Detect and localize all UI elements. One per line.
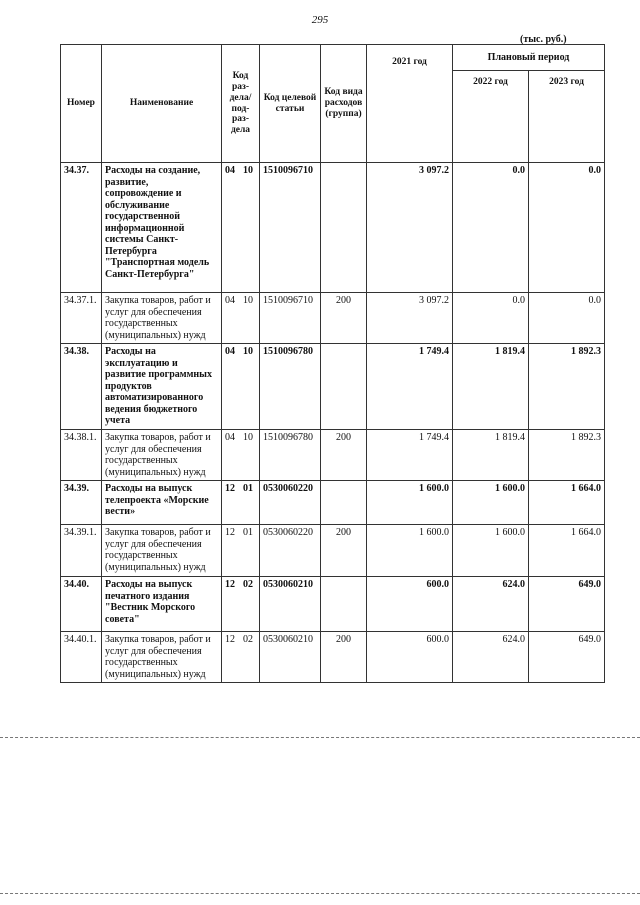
row-value-2022: 1 819.4: [453, 430, 529, 481]
table-row: [61, 430, 605, 481]
header-name: Наименование: [102, 45, 222, 163]
row-subsection: 10: [243, 295, 253, 306]
table-row: [61, 577, 605, 632]
header-planned-period: Плановый период: [453, 45, 605, 71]
header-year-2023: 2023 год: [529, 71, 605, 163]
row-value-2021: 3 097.2: [367, 293, 453, 344]
row-section-code: [222, 293, 260, 344]
row-name: Расходы на выпуск телепроекта «Морские вести»: [102, 481, 222, 525]
row-target-code: 0530060210: [260, 632, 321, 683]
row-value-2022: 0.0: [453, 293, 529, 344]
row-value-2022: 624.0: [453, 577, 529, 632]
row-value-2021: 1 749.4: [367, 344, 453, 430]
row-expense-type: 200: [321, 525, 367, 577]
row-number: 34.37.: [61, 163, 102, 293]
row-value-2023: 1 892.3: [529, 430, 605, 481]
row-name: Расходы на выпуск печатного издания "Вестник Морского совета": [102, 577, 222, 632]
row-value-2023: 1 664.0: [529, 481, 605, 525]
row-name: Закупка товаров, работ и услуг для обеспечения государственных (муниципальных) нужд: [102, 525, 222, 577]
row-section-code: [222, 344, 260, 430]
row-section-code: [222, 632, 260, 683]
row-value-2022: 1 819.4: [453, 344, 529, 430]
row-value-2021: 1 749.4: [367, 430, 453, 481]
row-name: Расходы на создание, развитие, сопровождение и обслуживание государственной информационной системы Санкт-Петербурга "Транспортная модель Санкт-Петербурга": [102, 163, 222, 293]
row-section: 04: [225, 432, 235, 443]
row-expense-type: 200: [321, 430, 367, 481]
row-number: 34.37.1.: [61, 293, 102, 344]
row-value-2023: 649.0: [529, 632, 605, 683]
header-number: Номер: [61, 45, 102, 163]
row-name: Закупка товаров, работ и услуг для обеспечения государственных (муниципальных) нужд: [102, 632, 222, 683]
row-target-code: 0530060220: [260, 481, 321, 525]
row-subsection: 01: [243, 527, 253, 538]
row-target-code: 0530060220: [260, 525, 321, 577]
row-section: 12: [225, 579, 235, 590]
row-expense-type: [321, 344, 367, 430]
row-value-2023: 0.0: [529, 163, 605, 293]
row-target-code: 1510096710: [260, 293, 321, 344]
row-section: 12: [225, 634, 235, 645]
table-row: [61, 293, 605, 344]
row-section: 12: [225, 483, 235, 494]
row-value-2022: 1 600.0: [453, 525, 529, 577]
row-number: 34.40.: [61, 577, 102, 632]
row-value-2021: 3 097.2: [367, 163, 453, 293]
row-value-2021: 1 600.0: [367, 481, 453, 525]
row-expense-type: 200: [321, 293, 367, 344]
row-section-code: [222, 163, 260, 293]
row-section-code: [222, 577, 260, 632]
row-subsection: 02: [243, 634, 253, 645]
row-subsection: 10: [243, 346, 253, 357]
header-target-code: Код целевой статьи: [260, 45, 321, 163]
header-expense-type-code: Код вида расходов (группа): [321, 45, 367, 163]
row-name: Закупка товаров, работ и услуг для обеспечения государственных (муниципальных) нужд: [102, 430, 222, 481]
row-value-2021: 600.0: [367, 632, 453, 683]
row-name: Расходы на эксплуатацию и развитие программных продуктов автоматизированного ведения бюджетного учета: [102, 344, 222, 430]
row-section: 04: [225, 295, 235, 306]
row-value-2023: 1 664.0: [529, 525, 605, 577]
row-section-code: [222, 525, 260, 577]
row-expense-type: 200: [321, 632, 367, 683]
row-target-code: 0530060210: [260, 577, 321, 632]
table-row: [61, 344, 605, 430]
row-expense-type: [321, 577, 367, 632]
row-number: 34.39.: [61, 481, 102, 525]
row-value-2023: 1 892.3: [529, 344, 605, 430]
row-subsection: 01: [243, 483, 253, 494]
page-number: 295: [311, 14, 329, 26]
row-name: Закупка товаров, работ и услуг для обеспечения государственных (муниципальных) нужд: [102, 293, 222, 344]
header-year-2022: 2022 год: [453, 71, 529, 163]
row-target-code: 1510096710: [260, 163, 321, 293]
row-target-code: 1510096780: [260, 430, 321, 481]
table-row: [61, 481, 605, 525]
row-expense-type: [321, 163, 367, 293]
budget-table: [60, 44, 605, 683]
row-number: 34.39.1.: [61, 525, 102, 577]
scan-divider: [0, 737, 640, 738]
row-section: 12: [225, 527, 235, 538]
row-value-2021: 1 600.0: [367, 525, 453, 577]
row-target-code: 1510096780: [260, 344, 321, 430]
table-row: [61, 632, 605, 683]
header-section-code: Код раз- дела/ под- раз- дела: [222, 45, 260, 163]
table-row: [61, 163, 605, 293]
table-body: [61, 163, 605, 683]
row-section: 04: [225, 346, 235, 357]
units-label: (тыс. руб.): [520, 34, 567, 45]
row-section: 04: [225, 165, 235, 176]
row-number: 34.38.: [61, 344, 102, 430]
row-value-2023: 0.0: [529, 293, 605, 344]
row-value-2022: 624.0: [453, 632, 529, 683]
row-value-2022: 0.0: [453, 163, 529, 293]
row-expense-type: [321, 481, 367, 525]
row-number: 34.38.1.: [61, 430, 102, 481]
row-value-2023: 649.0: [529, 577, 605, 632]
row-section-code: [222, 481, 260, 525]
row-section-code: [222, 430, 260, 481]
row-number: 34.40.1.: [61, 632, 102, 683]
row-value-2022: 1 600.0: [453, 481, 529, 525]
row-value-2021: 600.0: [367, 577, 453, 632]
scan-divider: [0, 893, 640, 894]
row-subsection: 10: [243, 165, 253, 176]
row-subsection: 02: [243, 579, 253, 590]
table-row: [61, 525, 605, 577]
header-year-2021: 2021 год: [367, 45, 453, 163]
row-subsection: 10: [243, 432, 253, 443]
